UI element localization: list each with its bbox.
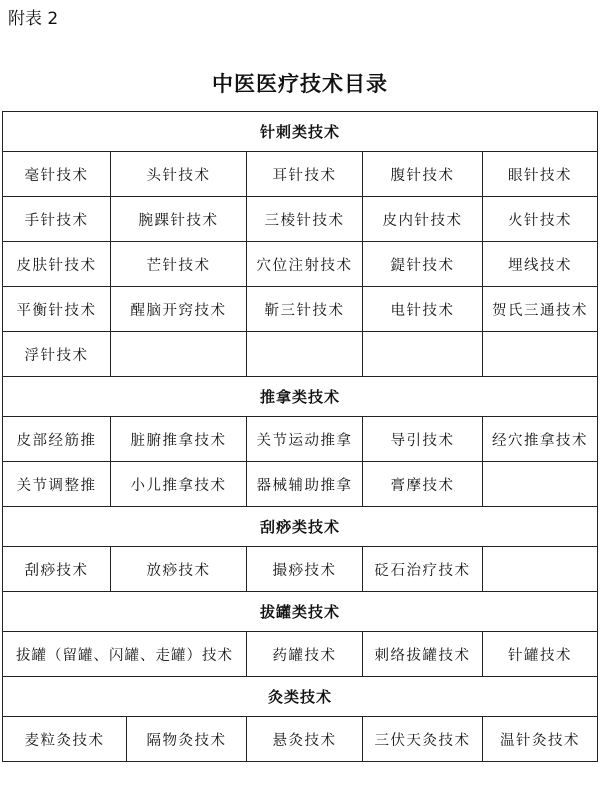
table-row xyxy=(3,287,598,332)
table-cell: 埋线技术 xyxy=(483,242,598,287)
table-cell: 小儿推拿技术 xyxy=(111,462,247,507)
table-cell: 鍉针技术 xyxy=(363,242,483,287)
table-row xyxy=(3,547,598,592)
section-title-massage: 推拿类技术 xyxy=(3,377,598,417)
table-cell: 皮肤针技术 xyxy=(3,242,111,287)
table-cell: 放痧技术 xyxy=(111,547,247,592)
section-header-row xyxy=(3,677,598,717)
page-title: 中医医疗技术目录 xyxy=(212,71,388,96)
table-cell: 毫针技术 xyxy=(3,152,111,197)
table-cell: 隔物灸技术 xyxy=(127,717,247,762)
table-cell xyxy=(483,332,598,377)
table-cell: 头针技术 xyxy=(111,152,247,197)
table-row xyxy=(3,242,598,287)
table-cell: 撮痧技术 xyxy=(247,547,363,592)
table-cell: 皮内针技术 xyxy=(363,197,483,242)
table-cell xyxy=(483,547,598,592)
table-cell: 器械辅助推拿 xyxy=(247,462,363,507)
table-cell: 三棱针技术 xyxy=(247,197,363,242)
table-cell: 靳三针技术 xyxy=(247,287,363,332)
table-row xyxy=(3,197,598,242)
table-cell: 三伏天灸技术 xyxy=(363,717,483,762)
table-cell: 电针技术 xyxy=(363,287,483,332)
table-cell: 火针技术 xyxy=(483,197,598,242)
table-cell: 导引技术 xyxy=(363,417,483,462)
table-cell xyxy=(483,462,598,507)
table-cell: 关节运动推拿 xyxy=(247,417,363,462)
attachment-label: 附表 2 xyxy=(8,9,59,29)
table-cell: 贺氏三通技术 xyxy=(483,287,598,332)
table-row xyxy=(3,717,598,762)
section-title-cupping: 拔罐类技术 xyxy=(3,592,598,632)
table-cell: 药罐技术 xyxy=(247,632,363,677)
table-cell: 手针技术 xyxy=(3,197,111,242)
table-cell: 穴位注射技术 xyxy=(247,242,363,287)
section-header-row xyxy=(3,112,598,152)
table-cell: 拔罐（留罐、闪罐、走罐）技术 xyxy=(3,632,247,677)
section-header-row xyxy=(3,592,598,632)
table-cell: 悬灸技术 xyxy=(247,717,363,762)
table-cell xyxy=(111,332,247,377)
table-cell xyxy=(363,332,483,377)
technique-catalog-table xyxy=(2,111,598,762)
table-cell: 芒针技术 xyxy=(111,242,247,287)
section-title-moxibustion: 灸类技术 xyxy=(3,677,598,717)
table-cell: 针罐技术 xyxy=(483,632,598,677)
section-header-row xyxy=(3,507,598,547)
table-row xyxy=(3,632,598,677)
section-title-scraping: 刮痧类技术 xyxy=(3,507,598,547)
table-cell: 麦粒灸技术 xyxy=(3,717,127,762)
section-header-row xyxy=(3,377,598,417)
table-row xyxy=(3,152,598,197)
table-cell: 眼针技术 xyxy=(483,152,598,197)
table-cell: 刮痧技术 xyxy=(3,547,111,592)
table-cell: 浮针技术 xyxy=(3,332,111,377)
table-cell xyxy=(247,332,363,377)
table-cell: 皮部经筋推 xyxy=(3,417,111,462)
table-cell: 经穴推拿技术 xyxy=(483,417,598,462)
table-row xyxy=(3,332,598,377)
table-cell: 温针灸技术 xyxy=(483,717,598,762)
table-cell: 腕踝针技术 xyxy=(111,197,247,242)
table-cell: 耳针技术 xyxy=(247,152,363,197)
table-cell: 膏摩技术 xyxy=(363,462,483,507)
table-cell: 醒脑开窍技术 xyxy=(111,287,247,332)
table-cell: 腹针技术 xyxy=(363,152,483,197)
table-cell: 平衡针技术 xyxy=(3,287,111,332)
table-cell: 关节调整推 xyxy=(3,462,111,507)
table-row xyxy=(3,417,598,462)
table-row xyxy=(3,462,598,507)
section-title-acupuncture: 针刺类技术 xyxy=(3,112,598,152)
table-cell: 砭石治疗技术 xyxy=(363,547,483,592)
table-cell: 刺络拔罐技术 xyxy=(363,632,483,677)
table-cell: 脏腑推拿技术 xyxy=(111,417,247,462)
